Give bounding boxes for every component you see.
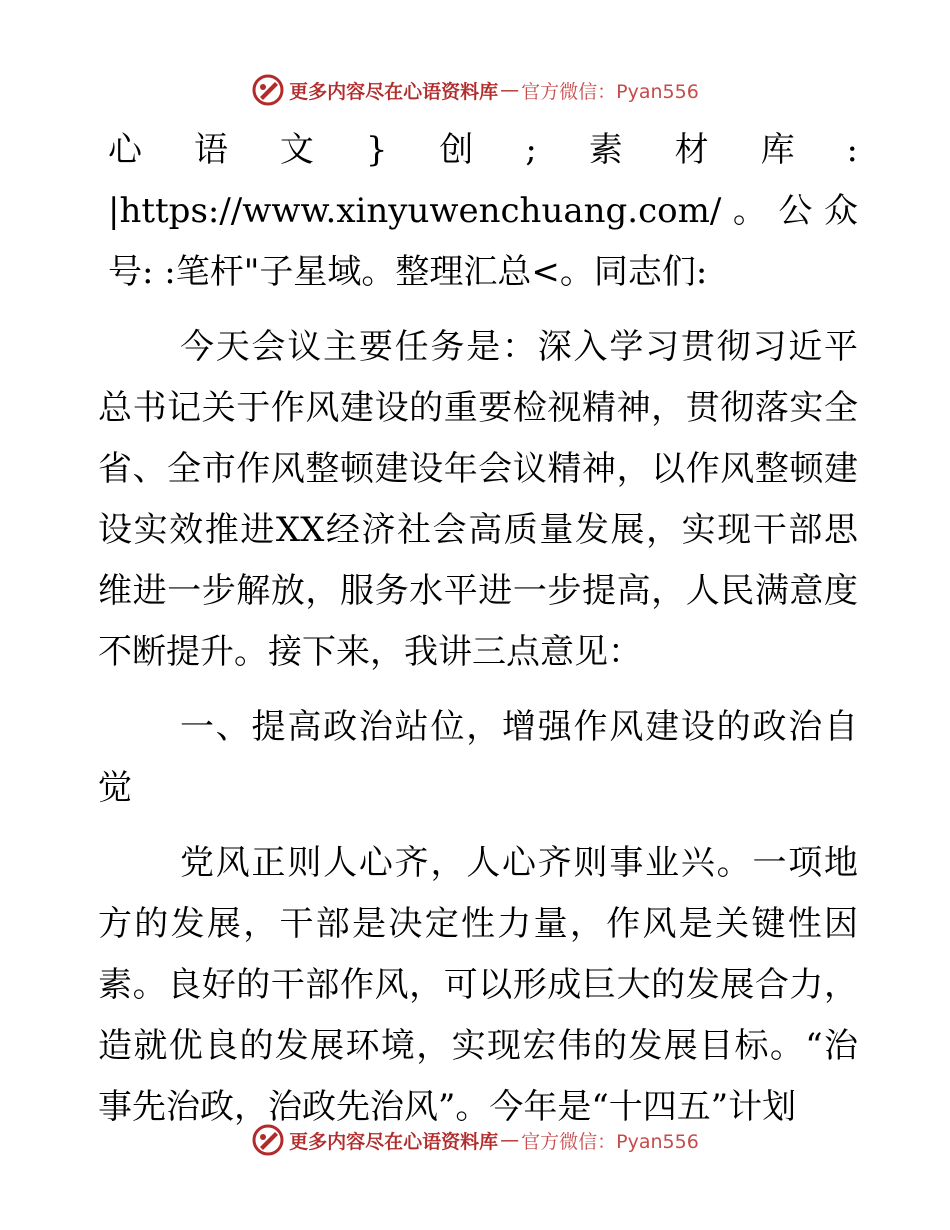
brand-logo-icon — [251, 73, 285, 107]
footer-banner — [0, 1120, 950, 1160]
brand-logo-icon — [251, 1123, 285, 1157]
header-separator: — — [500, 79, 520, 101]
document-body — [98, 120, 858, 1138]
footer-separator: — — [500, 1129, 520, 1151]
header-wechat: 官方微信：Pyan556 — [521, 80, 699, 103]
intro-paragraph: 心语文}创;素材库: |https://www.xinyuwenchuang.com/。公众号: :笔杆"子星域。整理汇总<。同志们: — [108, 130, 858, 292]
footer-brand-text: 更多内容尽在心语资料库 — [289, 1130, 499, 1153]
footer-wechat: 官方微信：Pyan556 — [521, 1130, 699, 1153]
section-heading-1: 一、提高政治站位，增强作风建设的政治自觉 — [98, 707, 858, 808]
header-brand-text: 更多内容尽在心语资料库 — [289, 80, 499, 103]
paragraph-2: 党风正则人心齐，人心齐则事业兴。一项地方的发展，干部是决定性力量，作风是关键性因素。良好的干部作风，可以形成巨大的发展合力，造就优良的发展环境，实现宏伟的发展目标。“治事先治政，治政先治风”。今年是“十四五”计划 — [98, 843, 858, 1127]
paragraph-1: 今天会议主要任务是：深入学习贯彻习近平总书记关于作风建设的重要检视精神，贯彻落实全省、全市作风整顿建设年会议精神，以作风整顿建设实效推进XX经济社会高质量发展，实现干部思维进一步解放，服务水平进一步提高，人民满意度不断提升。接下来，我讲三点意见： — [98, 327, 858, 672]
header-banner — [0, 70, 950, 110]
